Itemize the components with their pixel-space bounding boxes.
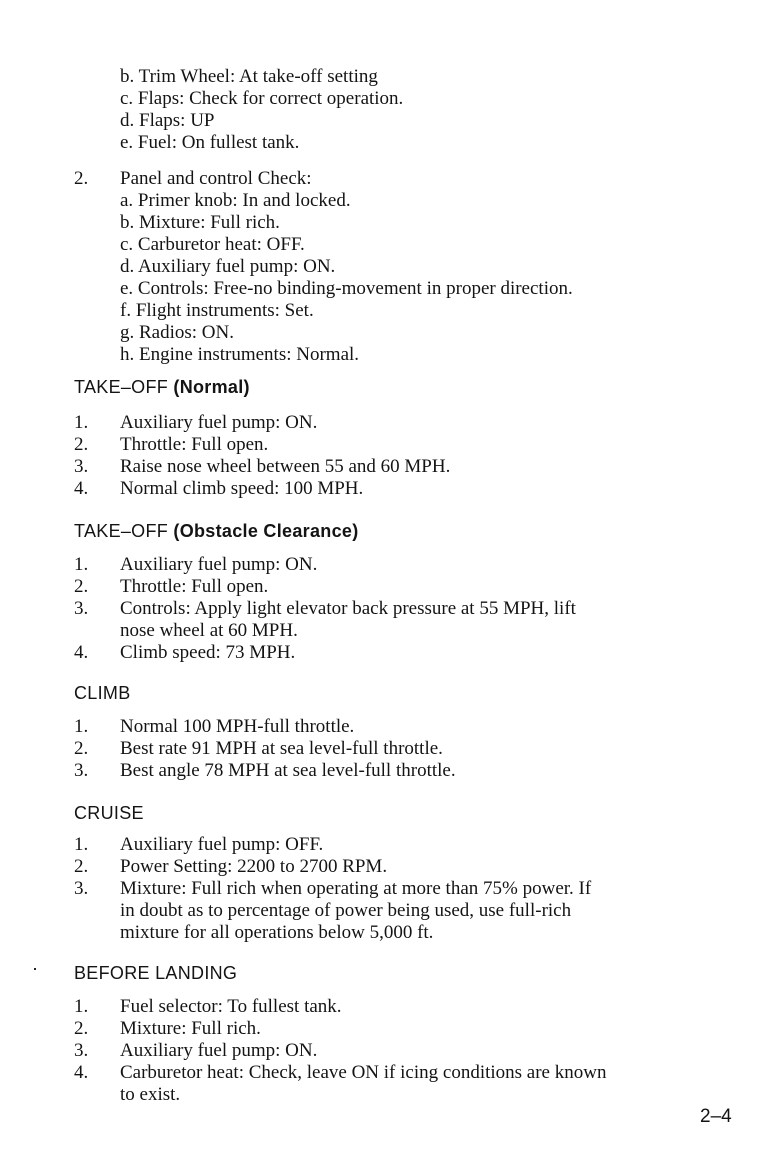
section-heading-takeoff-normal: TAKE–OFF (Normal) bbox=[74, 377, 250, 397]
step-text: Power Setting: 2200 to 2700 RPM. bbox=[120, 856, 388, 877]
step-number: 3. bbox=[74, 760, 89, 781]
step-number: 2. bbox=[74, 856, 89, 877]
step-text: Normal climb speed: 100 MPH. bbox=[120, 478, 364, 499]
step-text-continued: nose wheel at 60 MPH. bbox=[120, 620, 298, 641]
checklist-item: c. Flaps: Check for correct operation. bbox=[120, 88, 404, 109]
step-text: Auxiliary fuel pump: ON. bbox=[120, 554, 318, 575]
section-heading-before-landing: BEFORE LANDING bbox=[74, 963, 238, 983]
section-heading-cruise: CRUISE bbox=[74, 803, 144, 823]
step-number: 2. bbox=[74, 738, 89, 759]
step-number: 1. bbox=[74, 996, 89, 1017]
scan-dot bbox=[34, 968, 36, 970]
step-text-continued: in doubt as to percentage of power being used, use full-rich bbox=[120, 900, 572, 921]
step-text: Auxiliary fuel pump: OFF. bbox=[120, 834, 324, 855]
step-text: Carburetor heat: Check, leave ON if icing conditions are known bbox=[120, 1062, 607, 1083]
step-number: 3. bbox=[74, 1040, 89, 1061]
step-number: 1. bbox=[74, 412, 89, 433]
step-number: 3. bbox=[74, 598, 89, 619]
step-number: 1. bbox=[74, 834, 89, 855]
section-subtitle: Panel and control Check: bbox=[120, 168, 312, 189]
step-text: Throttle: Full open. bbox=[120, 576, 269, 597]
checklist-item: d. Auxiliary fuel pump: ON. bbox=[120, 256, 336, 277]
section-heading-takeoff-obstacle: TAKE–OFF (Obstacle Clearance) bbox=[74, 521, 359, 541]
step-number: 3. bbox=[74, 456, 89, 477]
checklist-item: b. Mixture: Full rich. bbox=[120, 212, 280, 233]
step-text: Best rate 91 MPH at sea level-full throttle. bbox=[120, 738, 443, 759]
step-number: 4. bbox=[74, 642, 89, 663]
step-number: 2. bbox=[74, 576, 89, 597]
step-text: Best angle 78 MPH at sea level-full throttle. bbox=[120, 760, 456, 781]
page-number: 2–4 bbox=[700, 1106, 732, 1127]
step-text: Mixture: Full rich when operating at more than 75% power. If bbox=[120, 878, 592, 899]
step-text: Mixture: Full rich. bbox=[120, 1018, 261, 1039]
checklist-item: e. Controls: Free-no binding-movement in proper direction. bbox=[120, 278, 573, 299]
step-text: Auxiliary fuel pump: ON. bbox=[120, 1040, 318, 1061]
checklist-item: f. Flight instruments: Set. bbox=[120, 300, 314, 321]
step-number: 1. bbox=[74, 716, 89, 737]
step-number: 2. bbox=[74, 168, 89, 189]
step-text: Normal 100 MPH-full throttle. bbox=[120, 716, 355, 737]
section-heading-climb: CLIMB bbox=[74, 683, 131, 703]
step-number: 4. bbox=[74, 478, 89, 499]
step-text-continued: to exist. bbox=[120, 1084, 181, 1105]
step-number: 1. bbox=[74, 554, 89, 575]
step-text: Controls: Apply light elevator back pressure at 55 MPH, lift bbox=[120, 598, 576, 619]
step-number: 3. bbox=[74, 878, 89, 899]
checklist-item: c. Carburetor heat: OFF. bbox=[120, 234, 305, 255]
step-text: Climb speed: 73 MPH. bbox=[120, 642, 296, 663]
step-number: 4. bbox=[74, 1062, 89, 1083]
step-text: Throttle: Full open. bbox=[120, 434, 269, 455]
checklist-item: b. Trim Wheel: At take-off setting bbox=[120, 66, 378, 87]
checklist-item: g. Radios: ON. bbox=[120, 322, 234, 343]
step-text-continued: mixture for all operations below 5,000 ft. bbox=[120, 922, 434, 943]
step-text: Raise nose wheel between 55 and 60 MPH. bbox=[120, 456, 451, 477]
step-text: Fuel selector: To fullest tank. bbox=[120, 996, 342, 1017]
step-text: Auxiliary fuel pump: ON. bbox=[120, 412, 318, 433]
checklist-item: d. Flaps: UP bbox=[120, 110, 215, 131]
step-number: 2. bbox=[74, 1018, 89, 1039]
step-number: 2. bbox=[74, 434, 89, 455]
checklist-item: e. Fuel: On fullest tank. bbox=[120, 132, 300, 153]
checklist-item: h. Engine instruments: Normal. bbox=[120, 344, 360, 365]
checklist-item: a. Primer knob: In and locked. bbox=[120, 190, 351, 211]
